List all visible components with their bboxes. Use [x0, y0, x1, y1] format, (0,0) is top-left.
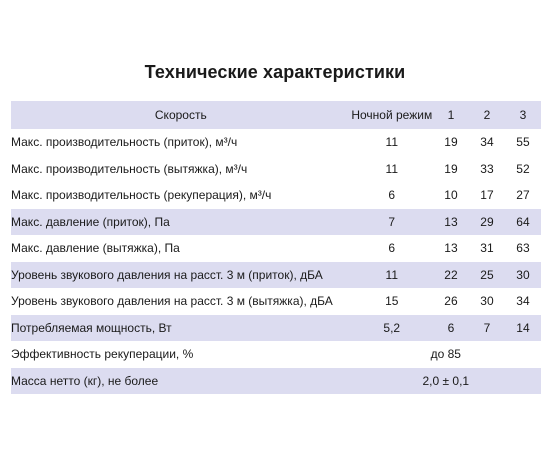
table-row — [11, 129, 541, 156]
cell-speed-3: 34 — [516, 294, 530, 309]
header-speed-3: 3 — [505, 101, 541, 129]
row-label: Уровень звукового давления на расст. 3 м (приток), дБА — [11, 262, 351, 289]
cell-speed-2: 29 — [469, 209, 505, 236]
table-row — [11, 262, 541, 289]
row-label: Макс. производительность (рекуперация), м³/ч — [11, 188, 272, 203]
row-label: Макс. производительность (вытяжка), м³/ч — [11, 161, 248, 176]
table-row — [11, 235, 541, 262]
cell-speed-3: 64 — [505, 209, 541, 236]
table-row — [11, 156, 541, 183]
specifications-table — [11, 101, 541, 394]
header-speed-2: 2 — [469, 101, 505, 129]
cell-night: 6 — [388, 188, 396, 203]
cell-speed-2: 25 — [469, 262, 505, 289]
cell-night: 11 — [351, 262, 433, 289]
table-row — [11, 182, 541, 209]
cell-speed-3: 27 — [516, 188, 530, 203]
cell-night: 15 — [385, 294, 399, 309]
table-row — [11, 209, 541, 236]
cell-night: 7 — [351, 209, 433, 236]
table-row — [11, 315, 541, 342]
row-label: Эффективность рекуперации, % — [11, 347, 194, 362]
cell-span-value: до 85 — [430, 347, 461, 362]
table-row — [11, 288, 541, 315]
cell-night: 11 — [385, 135, 398, 150]
cell-speed-3: 14 — [505, 315, 541, 342]
cell-speed-2: 33 — [480, 161, 494, 176]
cell-speed-1: 6 — [433, 315, 469, 342]
cell-speed-1: 13 — [433, 209, 469, 236]
row-label: Масса нетто (кг), не более — [11, 368, 351, 395]
table-row — [11, 368, 541, 395]
page-title: Технические характеристики — [144, 62, 406, 82]
table-header-row — [11, 101, 541, 129]
header-speed-1: 1 — [433, 101, 469, 129]
cell-night: 6 — [388, 241, 396, 256]
cell-speed-2: 7 — [469, 315, 505, 342]
table-row — [11, 341, 541, 368]
cell-speed-2: 30 — [480, 294, 494, 309]
row-label: Уровень звукового давления на расст. 3 м (вытяжка), дБА — [11, 294, 333, 309]
cell-speed-1: 19 — [444, 161, 458, 176]
cell-speed-2: 17 — [480, 188, 494, 203]
cell-speed-2: 34 — [480, 135, 494, 150]
row-label: Потребляемая мощность, Вт — [11, 315, 351, 342]
header-speed: Скорость — [11, 101, 351, 129]
cell-night: 11 — [385, 161, 398, 176]
cell-speed-3: 52 — [516, 161, 530, 176]
cell-span-value: 2,0 ± 0,1 — [351, 368, 541, 395]
cell-speed-3: 63 — [516, 241, 530, 256]
cell-speed-2: 31 — [480, 241, 494, 256]
cell-speed-1: 19 — [444, 135, 458, 150]
header-night-mode: Ночной режим — [351, 101, 433, 129]
row-label: Макс. давление (приток), Па — [11, 209, 351, 236]
row-label: Макс. давление (вытяжка), Па — [11, 241, 180, 256]
row-label: Макс. производительность (приток), м³/ч — [11, 135, 238, 150]
cell-speed-1: 22 — [433, 262, 469, 289]
cell-speed-3: 55 — [516, 135, 530, 150]
cell-speed-1: 10 — [444, 188, 458, 203]
cell-speed-1: 13 — [444, 241, 458, 256]
cell-speed-1: 26 — [444, 294, 458, 309]
cell-speed-3: 30 — [505, 262, 541, 289]
cell-night: 5,2 — [351, 315, 433, 342]
